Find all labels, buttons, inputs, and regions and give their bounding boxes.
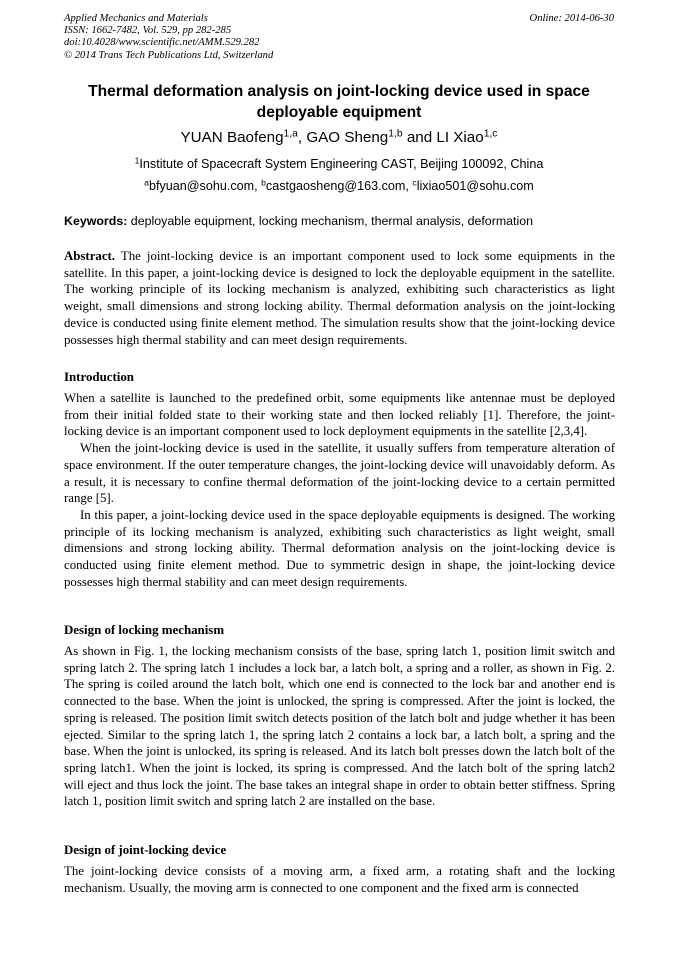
affiliation: [64, 156, 614, 172]
email-a: bfyuan@sohu.com,: [148, 179, 262, 193]
author-sep-2: and: [402, 129, 437, 146]
introduction-body: [64, 390, 615, 590]
email-b: castgaosheng@163.com,: [265, 179, 413, 193]
email-c-sup: c: [412, 177, 417, 188]
journal-copyright: © 2014 Trans Tech Publications Ltd, Switzerland: [64, 49, 274, 61]
section-heading-introduction: Introduction: [64, 370, 134, 384]
intro-paragraph-1: When a satellite is launched to the predefined orbit, some equipments like antennae must be deployed from their initial folded state to their working state and then locked reliably [1]. Therefore, the joint-locking device is an important component used to lock deployment equipments in the satellite [2,3,4].: [64, 391, 615, 439]
keywords-label: Keywords:: [64, 214, 128, 228]
abstract-text: The joint-locking device is an important component used to lock some equipments in the satellite. In this paper, a joint-locking device is designed to lock the deployable equipment in the satellite. The working principle of its locking mechanism is analyzed, exhibiting such characteristics as light weight, small dimensions and strong locking ability. Thermal deformation analysis on the joint-locking device is conducted using finite element method. The simulation results show that the joint-locking device possesses high thermal stability and can meet design requirements.: [64, 249, 615, 347]
author-1: YUAN Baofeng: [180, 129, 284, 146]
email-line: [64, 178, 614, 194]
affiliation-text: Institute of Spacecraft System Engineering CAST, Beijing 100092, China: [139, 157, 544, 171]
joint-paragraph-1: The joint-locking device consists of a moving arm, a fixed arm, a rotating shaft and the locking mechanism. Usually, the moving arm is connected to one component and the fixed arm is connected: [64, 864, 615, 895]
author-line: [64, 128, 614, 148]
author-3-sup: 1,c: [483, 128, 498, 140]
author-3: LI Xiao: [436, 129, 484, 146]
journal-name: Applied Mechanics and Materials: [64, 13, 208, 24]
affiliation-sup: 1: [134, 155, 140, 166]
online-date: Online: 2014-06-30: [529, 13, 614, 24]
author-sep-1: ,: [297, 129, 307, 146]
email-b-sup: b: [261, 177, 266, 188]
abstract: [64, 248, 615, 348]
journal-header: [64, 13, 273, 62]
author-1-sup: 1,a: [283, 128, 298, 140]
author-2: GAO Sheng: [306, 129, 389, 146]
author-2-sup: 1,b: [388, 128, 403, 140]
keywords-text: deployable equipment, locking mechanism, thermal analysis, deformation: [127, 214, 534, 228]
section-heading-joint-locking-device: Design of joint-locking device: [64, 843, 227, 857]
intro-paragraph-3: In this paper, a joint-locking device used in the space deployable equipments is designed. The working principle of its locking mechanism is analyzed, exhibiting such characteristics as light weight, small dimensions and strong locking ability. Thermal deformation analysis on the joint-locking device is conducted using finite element method. Due to symmetric design in shape, the joint-locking device possesses high thermal stability and can meet design requirements.: [64, 507, 615, 589]
journal-doi: doi:10.4028/www.scientific.net/AMM.529.282: [64, 37, 260, 49]
paper-title: Thermal deformation analysis on joint-locking device used in space deployable equipment: [88, 83, 590, 121]
journal-issn: ISSN: 1662-7482, Vol. 529, pp 282-285: [64, 25, 232, 37]
joint-locking-device-body: [64, 863, 615, 896]
keywords: [64, 213, 624, 229]
email-a-sup: a: [144, 177, 149, 188]
lock-paragraph-1: As shown in Fig. 1, the locking mechanism consists of the base, spring latch 1, position limit switch and spring latch 2. The spring latch 1 includes a lock bar, a latch bolt, a spring and a roller, as shown in Fig. 2. The spring is coiled around the latch bolt, which one end is connected to the lock bar and another end is connected to the base. When the joint is unlocked, the spring is compressed. After the joint is locked, the spring is released. The position limit switch detects position of the latch bolt and judge whether it has been ejected. Similar to the spring latch 1, the spring latch 2 contains a lock bar, a latch bolt, a spring and the base. When the joint is unlocked, its spring is released. And its latch bolt presses down the latch bolt of the spring latch1. When the joint is locked, its spring is compressed. And the latch bolt of the spring latch2 will eject and thus lock the joint. The base takes an integral shape in order to obtain better stiffness. Spring latch 1, position limit switch and spring latch 2 are installed on the base.: [64, 644, 615, 809]
intro-paragraph-2: When the joint-locking device is used in the satellite, it usually suffers from temperature alteration of space environment. If the outer temperature changes, the joint-locking device will unavoidably deform. As a result, it is necessary to confine thermal deformation of the joint-locking device to a certain permitted range [5].: [64, 441, 615, 506]
email-c: lixiao501@sohu.com: [416, 179, 534, 193]
locking-mechanism-body: [64, 643, 615, 810]
section-heading-locking-mechanism: Design of locking mechanism: [64, 623, 225, 637]
abstract-label: Abstract.: [64, 249, 116, 263]
